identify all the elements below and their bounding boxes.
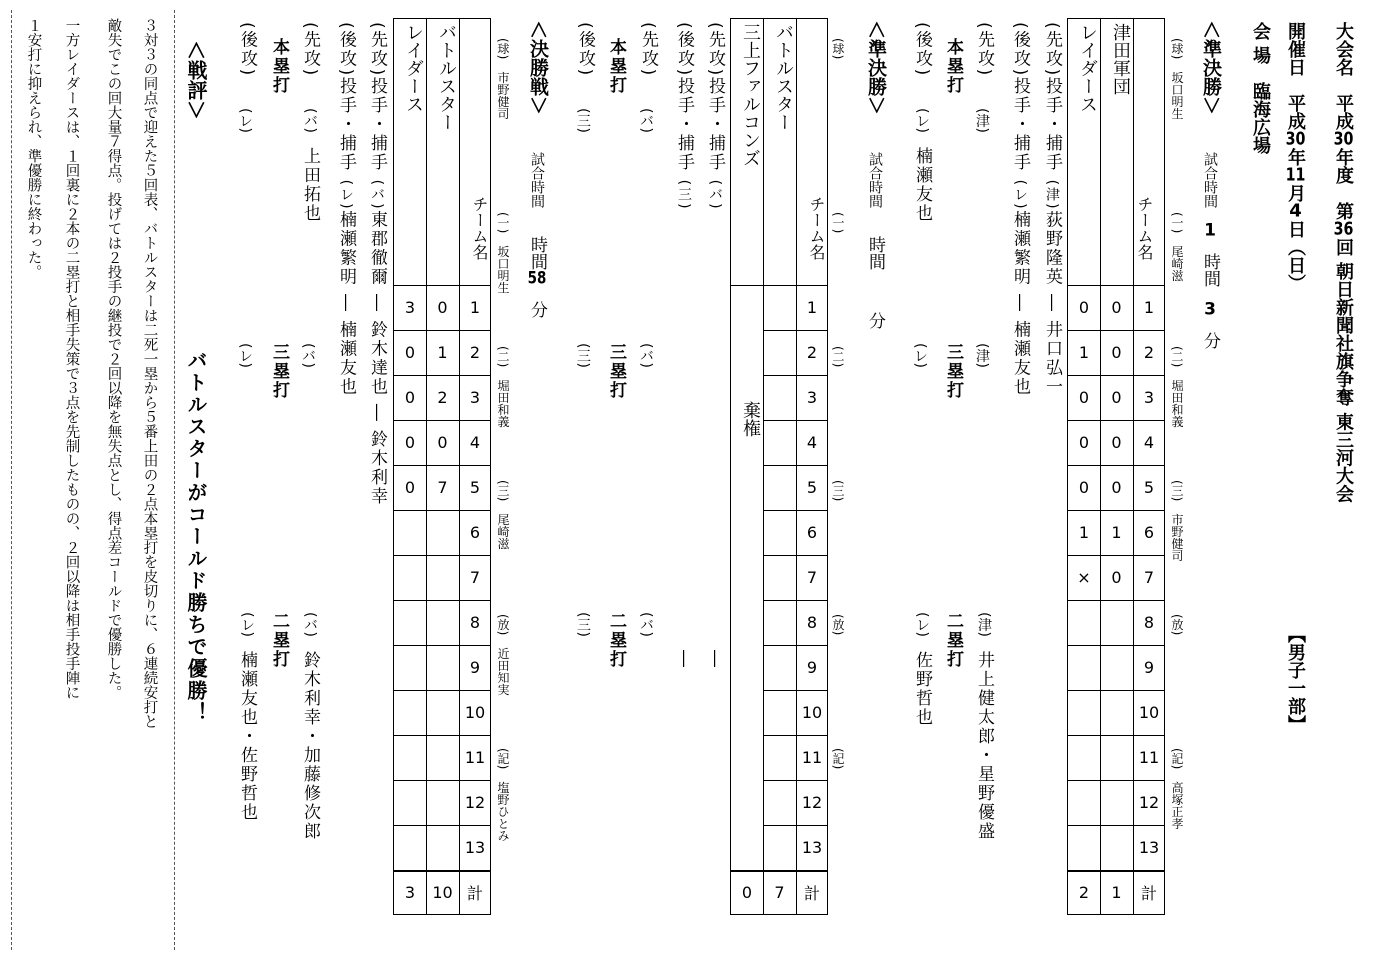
review-line: ３対３の同点で迎えた５回表、バトルスターは二死一塁から５番上田の２点本塁打を皮切りに、６連続安打と [141,18,158,729]
venue-name: 臨海広場 [1250,82,1271,155]
side: (後攻) [1010,22,1030,78]
hr-bottom-side: (後攻) [912,22,932,78]
time-minute-label: 分 [865,312,885,329]
inning-number: 12 [1138,793,1160,812]
score-cell: 0 [1078,298,1090,317]
triple-label: 三塁打 [269,343,289,400]
hr-bottom-team: (三) [575,108,591,133]
score-cell: 7 [437,478,448,497]
hr-label: 本塁打 [943,38,963,95]
score-cell: 0 [1111,343,1122,362]
tournament-line [1334,22,1352,503]
time-hour-label: 時間 [865,236,885,270]
inning-number: 7 [1143,568,1155,587]
inning-number: 9 [806,658,818,677]
team: (バ) [302,612,318,637]
inning-number: 2 [1143,343,1155,362]
battery-top-names: ― [705,650,725,669]
total-cell: 7 [774,882,785,902]
total-cell: 1 [1111,882,1122,902]
triple-team: (バ) [638,343,654,368]
names: 鈴木利幸・加藤修次郎 [300,650,320,841]
date-year-suffix: 年 [1285,148,1306,166]
umpire-record [1171,748,1183,829]
role: 投手・捕手 [705,77,725,173]
umpire-broadcast [1171,614,1183,635]
label: (二) [496,346,510,368]
double-team [975,612,992,841]
umpire-third [1171,480,1183,561]
hr-top-side: (先攻) [300,22,320,78]
score-cell: 0 [1111,478,1122,497]
time-prefix: 試合時間 [867,152,883,208]
name: 市野健司 [1170,513,1184,562]
label: (球) [1170,38,1184,60]
names: 荻野隆英 ― 井口弘一 [1042,210,1062,397]
date-year: 30 [1285,130,1306,148]
team: (レ) [338,179,354,211]
umpire-ball [1171,38,1183,119]
date-line [1286,22,1304,292]
battery-bottom [1011,22,1028,396]
hr-top-team: (バ) [638,108,654,133]
score-cell: 1 [1111,523,1122,542]
triple-label: 三塁打 [606,343,626,400]
date-day-suffix: 日 [1285,220,1306,238]
umpire-ball [497,38,509,119]
side: (後攻) [336,22,356,78]
tournament-label: 大会名 [1333,22,1354,76]
tournament-number: 36 [1333,220,1354,238]
venue-line [1251,22,1269,154]
inning-number: 13 [801,838,823,857]
inning-number: 2 [469,343,481,362]
name: 坂口明生 [1170,71,1184,120]
names: 上田拓也 [300,146,320,223]
names: 楠瀬繁明 ― 楠瀬友也 [1010,210,1030,397]
score-cell: 0 [1111,433,1122,452]
names: 井上健太郎・星野優盛 [974,650,994,841]
role: 投手・捕手 [336,77,356,173]
inning-number: 9 [1143,658,1155,677]
inning-number: 13 [1138,838,1160,857]
hr-bottom-side: (後攻) [575,22,595,78]
score-cell: 3 [404,298,416,317]
game3-scoreboard [393,18,491,915]
score-cell: 0 [1111,388,1122,407]
side: (先攻) [705,22,725,78]
role: 投手・捕手 [367,77,387,173]
time-prefix: 試合時間 [1202,152,1218,208]
side: (先攻) [367,22,387,78]
inning-number: 10 [801,703,823,722]
inning-number: 12 [801,793,823,812]
umpire-broadcast: (放) [831,614,845,636]
triple-team: (津) [974,343,990,368]
battery-top [706,22,723,211]
hr-top-side: (先攻) [638,22,658,78]
score-cell: 0 [1078,433,1090,452]
name: 近田知実 [496,647,510,696]
double-team2 [913,612,930,727]
inning-number: 8 [806,613,818,632]
score-cell: 0 [404,478,416,497]
label: (一) [1170,212,1184,234]
tournament-dai: 第 [1333,202,1354,220]
triple-team: (バ) [300,343,316,368]
team-name: バトルスター [436,23,457,131]
name: 尾崎滋 [496,513,510,550]
umpire-first: (一) [831,212,845,234]
umpire-ball: (球) [831,38,845,60]
double-label: 二塁打 [943,612,963,669]
game2-time [866,152,883,329]
tournament-year: 30 [1333,130,1354,148]
hr-bottom-side: (後攻) [237,22,257,78]
battery-bottom [675,22,692,211]
inning-number: 5 [806,478,818,497]
double-team: (バ) [638,612,654,637]
battery-top [1043,22,1060,396]
total-label: 計 [803,883,820,903]
time-hour-label: 時間 [527,236,547,270]
time-hour: 1 [1204,222,1216,239]
inning-number: 6 [1143,523,1155,542]
umpire-first [1171,212,1183,281]
score-cell: × [1077,568,1091,587]
team: (津) [1044,179,1060,211]
names: 楠瀬繁明 ― 楠瀬友也 [336,210,356,397]
side: (先攻) [1042,22,1062,78]
review-divider [174,10,175,950]
game3-heading: ＜決勝戦＞ [527,20,549,116]
date-weekday: （日） [1285,238,1306,292]
score-cell: 0 [437,298,448,317]
team-header: チーム名 [470,196,489,260]
total-label: 計 [466,883,483,903]
review-line: 一方レイダースは、１回裏に２本の二塁打と相手失策で３点を先制したものの、２回以降は相手投手陣に [63,18,80,700]
names: 楠瀬友也 [912,146,932,223]
name: 高塚正孝 [1170,781,1184,830]
tournament-nendo: 年度 [1333,148,1354,184]
inning-number: 5 [1143,478,1155,497]
hr-top-side: (先攻) [974,22,994,78]
score-cell: 0 [404,388,416,407]
score-cell: 0 [404,433,416,452]
side: (後攻) [674,22,694,78]
inning-number: 10 [1138,703,1160,722]
hr-bottom-team: (レ) [237,108,253,133]
double-team [301,612,318,841]
score-cell: 0 [1078,388,1090,407]
total-cell: 10 [432,882,453,902]
name: 堀田和義 [1170,379,1184,428]
inning-number: 1 [806,298,818,317]
label: (三) [1170,480,1184,502]
team-name: レイダース [403,23,424,113]
umpire-third: (三) [831,480,845,502]
battery-bottom [337,22,354,396]
inning-number: 4 [806,433,818,452]
inning-number: 3 [1143,388,1155,407]
inning-number: 12 [464,793,486,812]
triple-label: 三塁打 [943,343,963,400]
review-line: １安打に抑えられ、準優勝に終わった。 [25,18,42,279]
total-label: 計 [1140,883,1157,903]
team: (津) [976,612,992,637]
date-era: 平成 [1285,94,1306,130]
score-cell: 0 [1111,298,1122,317]
team: (バ) [302,108,318,133]
names: 佐野哲也 [912,650,932,727]
team-name: レイダース [1077,23,1098,113]
team: (三) [676,179,692,211]
review-divider [11,10,12,950]
team: (バ) [369,179,385,211]
inning-number: 7 [469,568,481,587]
inning-number: 4 [1143,433,1155,452]
label: (記) [1170,748,1184,770]
team: (レ) [914,612,930,637]
inning-number: 10 [464,703,486,722]
date-month: 11 [1285,166,1306,184]
inning-number: 11 [464,748,486,767]
inning-number: 5 [469,478,481,497]
umpire-broadcast [497,614,509,695]
game3-time [528,152,545,318]
score-cell: 1 [1078,343,1090,362]
team: (レ) [1012,179,1028,211]
division-label: 【男子一部】 [1285,625,1306,733]
umpire-record [497,748,509,841]
time-minute: 58 [527,270,547,287]
role: 投手・捕手 [1010,77,1030,173]
umpire-record: (記) [831,748,845,770]
review-headline: バトルスターがコールド勝ちで優勝！ [184,350,208,724]
hr-top-team: (津) [974,108,990,133]
forfeit-label: 棄権 [740,401,761,437]
score-cell: 0 [404,343,416,362]
game2-heading: ＜準決勝＞ [865,20,887,116]
time-minute: 3 [1204,301,1216,318]
double-label: 二塁打 [606,612,626,669]
inning-number: 3 [806,388,818,407]
inning-number: 7 [806,568,818,587]
review-heading: ＜戦評＞ [184,40,208,120]
score-cell: 1 [437,343,448,362]
date-day: 4 [1289,202,1302,220]
role: 投手・捕手 [1042,77,1062,173]
score-cell: 0 [437,433,448,452]
team-header: チーム名 [1135,196,1154,260]
double-team2 [238,612,255,822]
inning-number: 3 [469,388,481,407]
inning-number: 9 [469,658,481,677]
total-cell: 0 [741,882,753,902]
hr-top-team [301,108,318,223]
umpire-second [497,346,509,427]
umpire-second [1171,346,1183,427]
triple-team2: (三) [575,343,591,368]
inning-number: 4 [469,433,481,452]
inning-number: 1 [1143,298,1155,317]
inning-number: 8 [469,613,481,632]
label: (一) [496,212,510,234]
venue-label: 会 場 [1250,22,1271,65]
score-cell: 1 [1078,523,1090,542]
team: (バ) [707,179,723,211]
score-cell: 0 [1078,478,1090,497]
date-label: 開催日 [1285,22,1306,76]
inning-number: 1 [469,298,481,317]
triple-team2: (レ) [237,343,253,368]
label: (放) [496,614,510,636]
team: (レ) [914,108,930,133]
battery-top [368,22,385,506]
team: (レ) [239,612,255,637]
total-cell: 3 [404,882,416,902]
total-cell: 2 [1078,882,1090,902]
name: 堀田和義 [496,379,510,428]
time-minute-label: 分 [527,301,547,318]
hr-bottom-team [913,108,930,223]
review-line: 敵失でこの回大量７得点。投げては２投手の継投で２回以降を無失点とし、得点差コールドで優勝した。 [105,18,122,700]
team-name: 三上ファルコンズ [740,23,761,167]
names: 東郡徹爾 ― 鈴木達也 ― 鈴木利幸 [367,210,387,507]
inning-number: 6 [806,523,818,542]
score-cell: 2 [437,388,448,407]
name: 塩野ひとみ [496,781,510,842]
label: (放) [1170,614,1184,636]
time-hour-label: 時間 [1200,253,1220,287]
team-name: バトルスター [773,23,794,131]
double-label: 二塁打 [269,612,289,669]
inning-number: 8 [1143,613,1155,632]
game2-scoreboard [730,18,828,915]
inning-number: 6 [469,523,481,542]
inning-number: 2 [806,343,818,362]
time-prefix: 試合時間 [529,152,545,208]
double-team2: (三) [575,612,591,637]
hr-label: 本塁打 [606,38,626,95]
inning-number: 11 [801,748,823,767]
label: (三) [496,480,510,502]
time-minute-label: 分 [1200,332,1220,349]
label: (記) [496,748,510,770]
name: 坂口明生 [496,245,510,294]
name: 尾崎滋 [1170,245,1184,282]
inning-number: 13 [464,838,486,857]
role: 投手・捕手 [674,77,694,173]
tournament-era: 平成 [1333,94,1354,130]
battery-bottom-names: ― [674,650,694,669]
label: (球) [496,38,510,60]
umpire-first [497,212,509,293]
game1-time [1201,152,1218,349]
label: (二) [1170,346,1184,368]
score-cell: 0 [1111,568,1122,587]
game1-scoreboard [1067,18,1165,915]
hr-label: 本塁打 [269,38,289,95]
names: 楠瀬友也・佐野哲也 [237,650,257,822]
triple-team2: (レ) [912,343,928,368]
date-month-suffix: 月 [1285,184,1306,202]
game1-heading: ＜準決勝＞ [1200,20,1222,116]
team-header: チーム名 [807,196,826,260]
tournament-name: 回 朝日新聞社旗争奪 東三河大会 [1333,238,1354,503]
name: 市野健司 [496,71,510,120]
umpire-second: (二) [831,346,845,368]
inning-number: 11 [1138,748,1160,767]
team-name: 津田軍団 [1110,23,1131,95]
umpire-third [497,480,509,549]
